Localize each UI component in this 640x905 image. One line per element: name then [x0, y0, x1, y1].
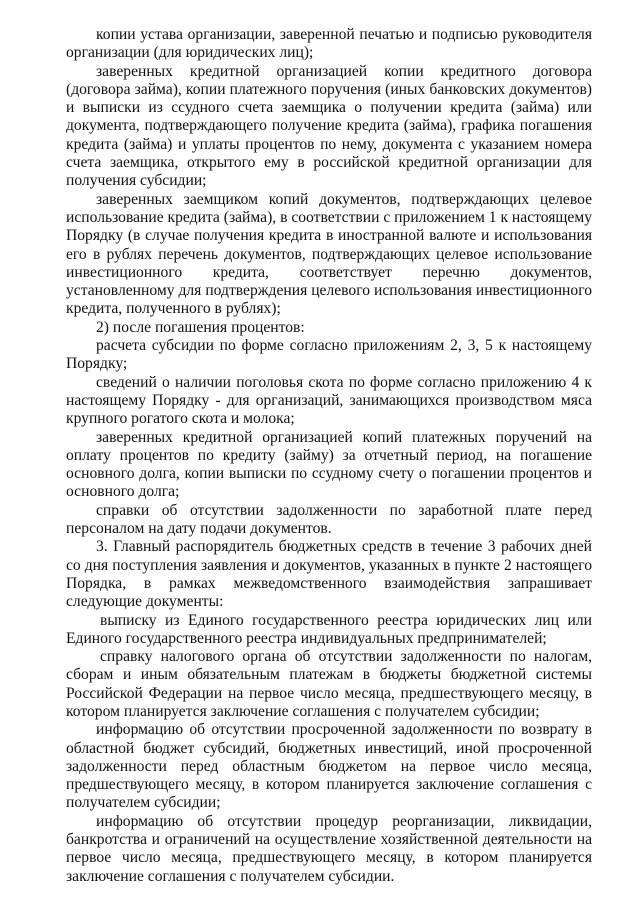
- paragraph-payment-orders: заверенных кредитной организацией копий платежных поручений на оплату процентов по кредиту (займу) за отчетный период, на погашение основного долга, копии выписки по ссудному счету о погашении процентов и основного долга;: [66, 428, 592, 501]
- document-body: [66, 26, 592, 886]
- paragraph-section-3: 3. Главный распорядитель бюджетных средств в течение 3 рабочих дней со дня поступления заявления и документов, указанных в пункте 2 настоящего Порядка, в рамках межведомственного взаимодействия запрашивает следующие документы:: [66, 538, 592, 611]
- paragraph-subsidy-calculation: расчета субсидии по форме согласно приложениям 2, 3, 5 к настоящему Порядку;: [66, 337, 592, 373]
- paragraph-reorganization-info: информацию об отсутствии процедур реорганизации, ликвидации, банкротства и ограничений на осуществление хозяйственной деятельности на первое число месяца, предшествующего месяцу, в котором планируется заключение соглашения с получателем субсидии.: [66, 812, 592, 885]
- paragraph-target-use-documents: заверенных заемщиком копий документов, подтверждающих целевое использование кредита (займа), в соответствии с приложением 1 к настоящему Порядку (в случае получения кредита в иностранной валюте и использования его в рублях перечень документов, подтверждающих целевое использование инвестиционного кредита, соответствует перечню документов, установленному для подтверждения целевого использования инвестиционного кредита, полученного в рублях);: [66, 190, 592, 318]
- paragraph-tax-certificate: справку налогового органа об отсутствии задолженности по налогам, сборам и иным обязательным платежам в бюджеты бюджетной системы Российской Федерации на первое число месяца, предшествующего месяцу, в котором планируется заключение соглашения с получателем субсидии;: [66, 648, 592, 720]
- paragraph-credit-agreement-copies: заверенных кредитной организацией копии кредитного договора (договора займа), копии платежного поручения (иных банковских документов) и выписки из ссудного счета заемщика о получении кредита (займа) или документа, подтверждающего получение кредита (займа), графика погашения кредита (займа) и уплаты процентов по нему, документа с указанием номера счета заемщика, открытого ему в российской кредитной организации для получения субсидии;: [66, 62, 592, 190]
- paragraph-charter-copies: копии устава организации, заверенной печатью и подписью руководителя организации (для юридических лиц);: [66, 26, 592, 62]
- paragraph-after-interest-repayment: 2) после погашения процентов:: [96, 318, 305, 336]
- paragraph-overdue-debt-info: информацию об отсутствии просроченной задолженности по возврату в областной бюджет субсидий, бюджетных инвестиций, иной просроченной задолженности перед областным бюджетом на первое число месяца, предшествующего месяцу, в котором планируется заключение соглашения с получателем субсидии;: [66, 721, 592, 812]
- paragraph-wage-arrears-certificate: справки об отсутствии задолженности по заработной плате перед персоналом на дату подачи документов.: [66, 501, 592, 538]
- paragraph-livestock-data: сведений о наличии поголовья скота по форме согласно приложению 4 к настоящему Порядку - для организаций, занимающихся производством мяса крупного рогатого скота и молока;: [66, 373, 592, 428]
- paragraph-registry-extract: выписку из Единого государственного реестра юридических лиц или Единого государственного реестра индивидуальных предпринимателей;: [66, 611, 592, 647]
